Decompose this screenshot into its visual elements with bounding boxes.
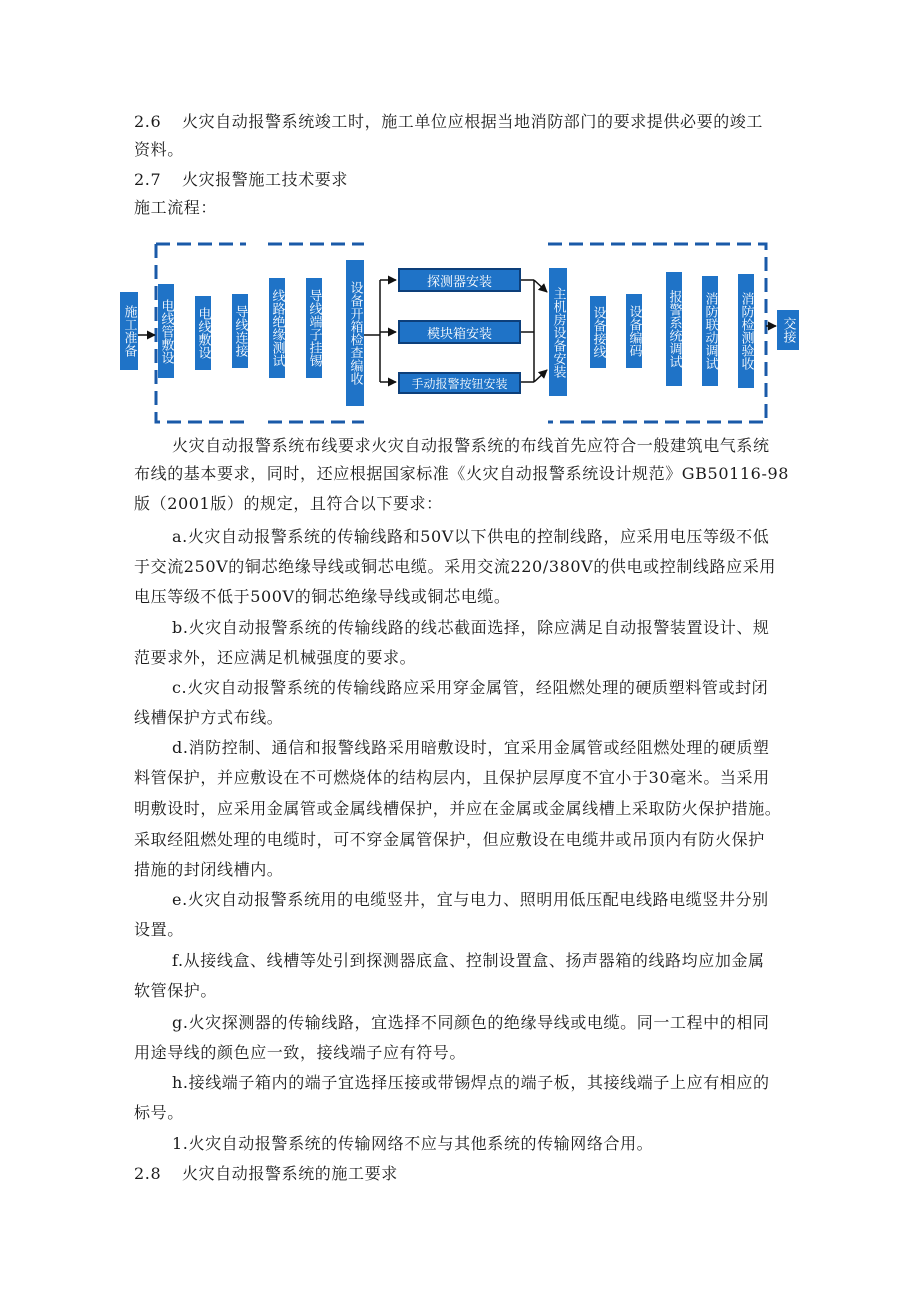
flow-step-unpacking-check: 设备开箱检查编收 (346, 260, 364, 406)
para-a-line1: a.火灾自动报警系统的传输线路和50V以下供电的控制线路，应采用电压等级不低 (172, 527, 770, 546)
section-number: 2.8 (134, 1164, 162, 1183)
section-2-7-title: 2.7 火灾报警施工技术要求 (134, 170, 349, 189)
flow-branch-detector: 探测器安装 (398, 268, 521, 292)
intro-line2: 布线的基本要求，同时，还应根据国家标准《火灾自动报警系统设计规范》GB50116-98 (134, 464, 790, 483)
para-c-line1: c.火灾自动报警系统的传输线路应采用穿金属管，经阻燃处理的硬质塑料管或封闭 (172, 678, 769, 697)
flow-label: 施工流程： (134, 198, 218, 217)
flow-step-inspection: 消防检测验收 (738, 274, 754, 388)
section-2-6-line1: 2.6 火灾自动报警系统竣工时，施工单位应根据当地消防部门的要求提供必要的竣工 (134, 112, 764, 131)
intro-line3: 版（2001版）的规定，且符合以下要求： (134, 494, 443, 513)
flow-branch-manual-button: 手动报警按钮安装 (398, 372, 521, 394)
para-i-line1: 1.火灾自动报警系统的传输网络不应与其他系统的传输网络合用。 (172, 1134, 654, 1153)
flow-step-host-install: 主机房设备安装 (549, 268, 567, 396)
para-d-line1: d.消防控制、通信和报警线路采用暗敷设时，宜采用金属管或经阻燃处理的硬质塑 (172, 738, 770, 757)
para-f-line1: f.从接线盒、线槽等处引到探测器底盒、控制设置盒、扬声器箱的线路均应加金属 (172, 951, 765, 970)
para-d-line4: 采取经阻燃处理的电缆时，可不穿金属管保护，但应敷设在电缆井或吊顶内有防火保护 (134, 830, 765, 849)
para-e-line2: 设置。 (134, 920, 184, 939)
flow-step-terminal-tinning: 导线端子挂锡 (306, 278, 322, 378)
section-number: 2.6 (134, 112, 162, 131)
flow-step-insulation-test: 线路绝缘测试 (269, 278, 285, 378)
para-d-line5: 措施的封闭线槽内。 (134, 860, 284, 879)
para-b-line2: 范要求外，还应满足机械强度的要求。 (134, 648, 417, 667)
construction-flow-diagram (118, 240, 808, 430)
para-d-line2: 料管保护，并应敷设在不可燃烧体的结构层内，且保护层厚度不宜小于30毫米。当采用 (134, 768, 770, 787)
flow-branch-module-box: 模块箱安装 (398, 320, 521, 344)
para-b-line1: b.火灾自动报警系统的传输线路的线芯截面选择，除应满足自动报警装置设计、规 (172, 618, 770, 637)
para-a-line2: 于交流250V的铜芯绝缘导线或铜芯电缆。采用交流220/380V的供电或控制线路应采用 (134, 557, 776, 576)
flow-step-start: 施工准备 (120, 292, 138, 370)
para-g-line1: g.火灾探测器的传输线路，宜选择不同颜色的绝缘导线或电缆。同一工程中的相同 (172, 1013, 770, 1032)
intro-line1: 火灾自动报警系统布线要求火灾自动报警系统的布线首先应符合一般建筑电气系统 (172, 436, 770, 455)
para-f-line2: 软管保护。 (134, 981, 218, 1000)
para-a-line3: 电压等级不低于500V的铜芯绝缘导线或铜芯电缆。 (134, 587, 511, 606)
flow-step-conduit: 电线管敷设 (158, 284, 174, 378)
section-number: 2.7 (134, 170, 162, 189)
para-h-line2: 标号。 (134, 1103, 184, 1122)
flow-step-device-coding: 设备编码 (626, 294, 642, 368)
flow-step-alarm-debug: 报警系统调试 (666, 272, 682, 386)
flow-step-end: 交接 (777, 310, 799, 350)
para-e-line1: e.火灾自动报警系统用的电缆竖井，宜与电力、照明用低压配电线路电缆竖井分别 (172, 890, 769, 909)
para-c-line2: 线槽保护方式布线。 (134, 708, 284, 727)
para-h-line1: h.接线端子箱内的端子宜选择压接或带锡焊点的端子板，其接线端子上应有相应的 (172, 1073, 770, 1092)
para-d-line3: 明敷设时，应采用金属管或金属线槽保护，并应在金属或金属线槽上采取防火保护措施。 (134, 799, 782, 818)
flow-step-device-wiring: 设备接线 (590, 296, 606, 368)
section-2-8-title: 2.8 火灾自动报警系统的施工要求 (134, 1164, 398, 1183)
section-2-6-line2: 资料。 (134, 140, 184, 159)
flow-step-wire-connect: 导线连接 (232, 294, 248, 368)
flow-step-wiring: 电线敷设 (195, 296, 211, 370)
para-g-line2: 用途导线的颜色应一致，接线端子应有符号。 (134, 1043, 467, 1062)
flow-step-linkage-debug: 消防联动调试 (702, 276, 718, 386)
